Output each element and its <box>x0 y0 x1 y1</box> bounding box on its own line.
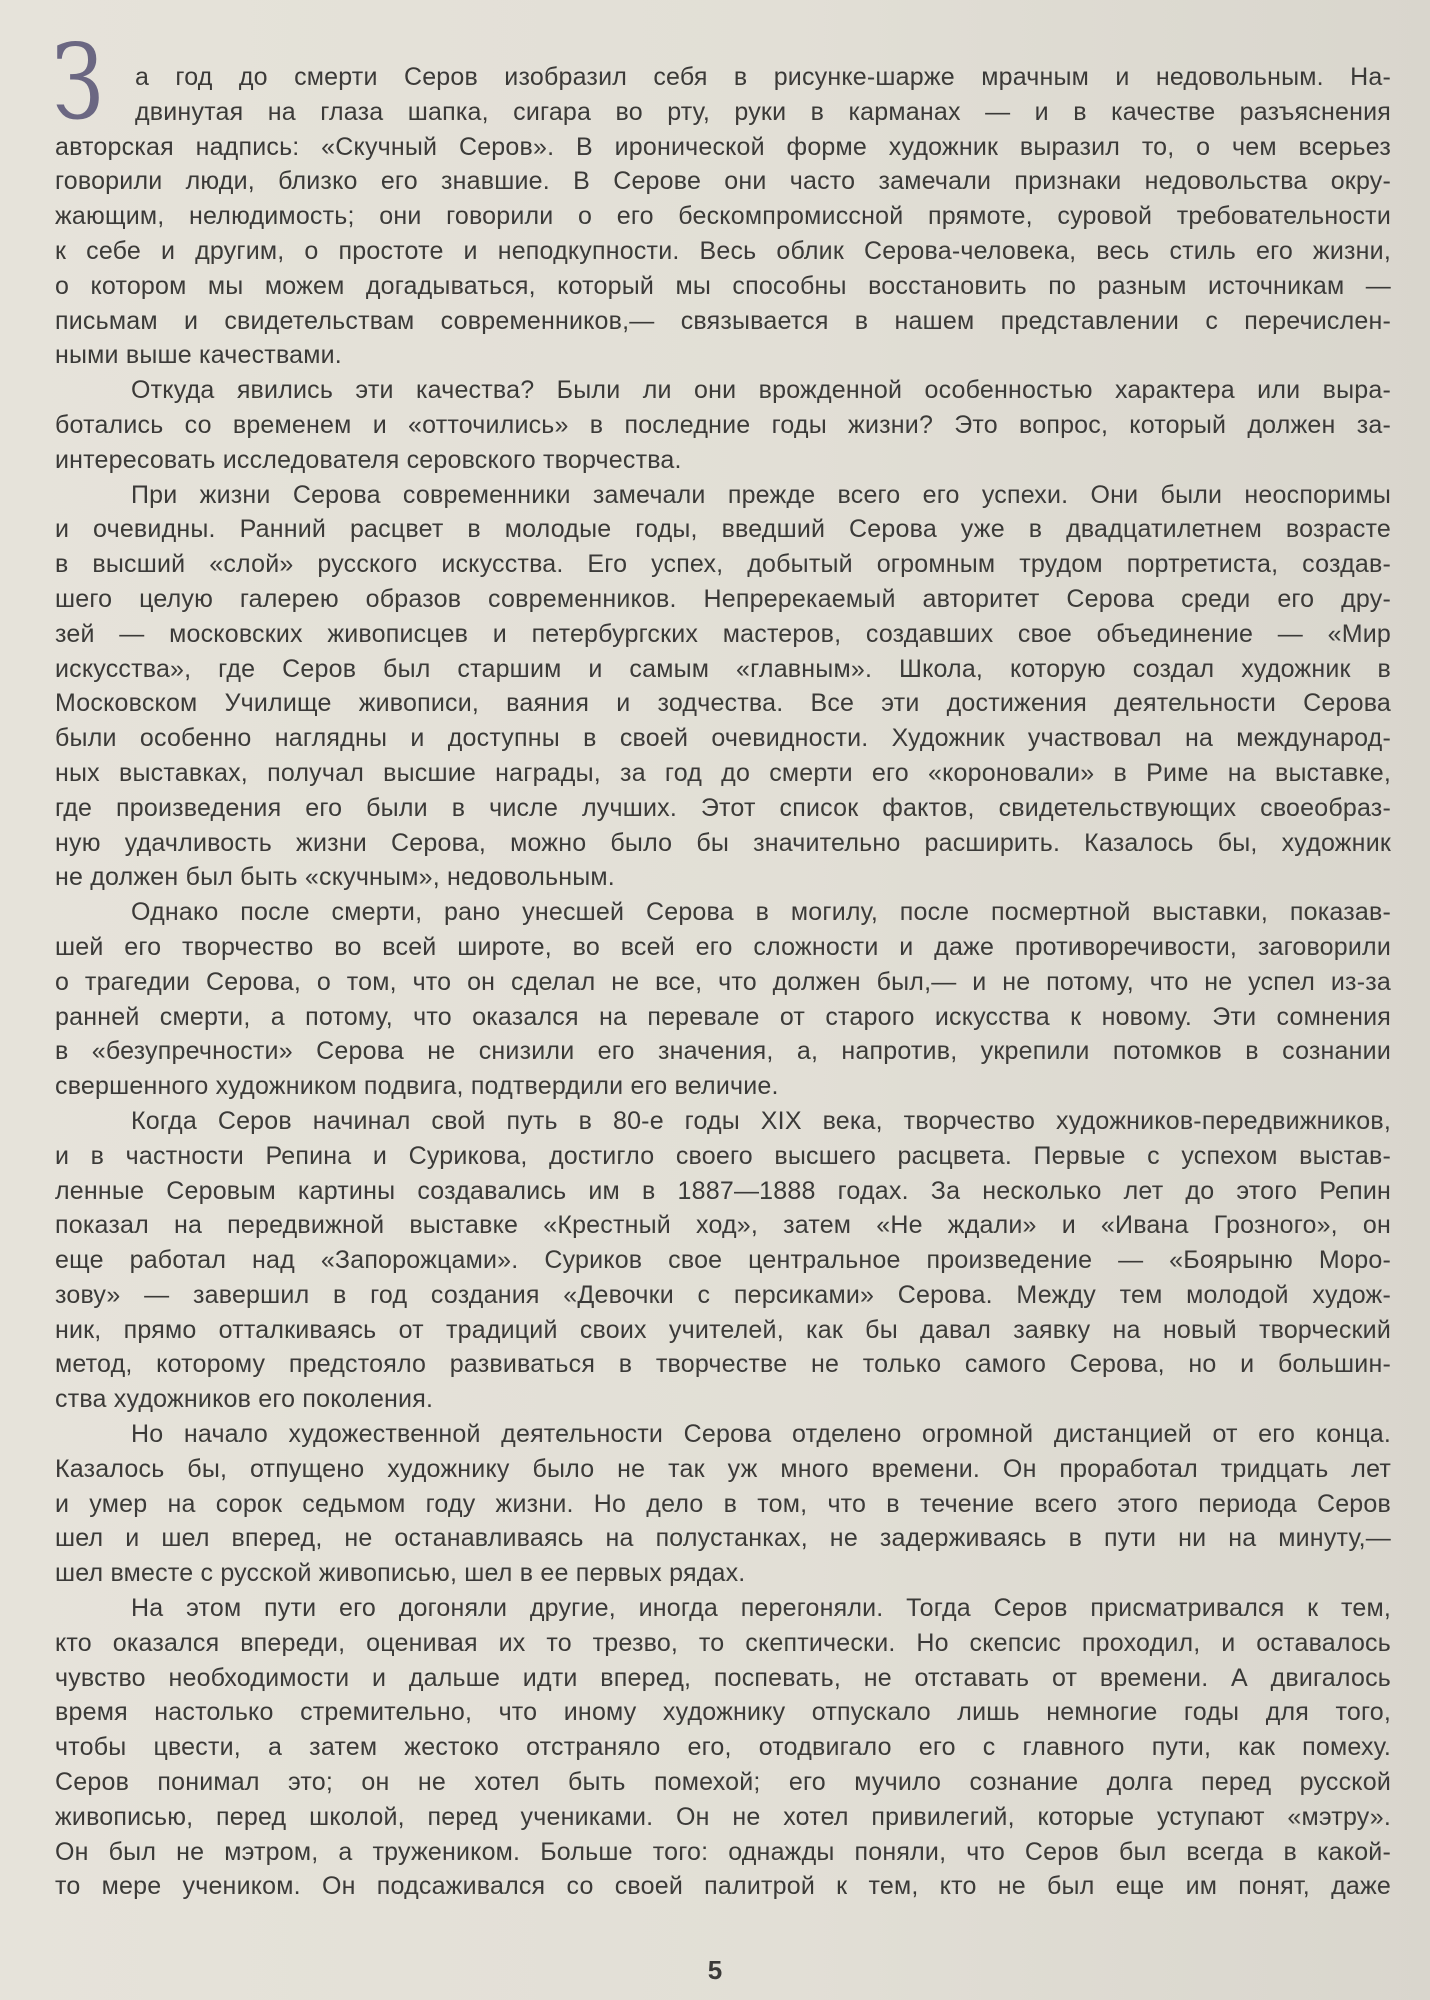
body-text <box>55 60 1391 1904</box>
text-line: ными выше качествами. <box>55 341 342 370</box>
paragraph <box>55 60 1391 373</box>
page-number: 5 <box>707 1955 723 1985</box>
text-line: Когда Серов начинал свой путь в 80-е годы XIX века, творчество художников-передвижников, <box>131 1106 1391 1135</box>
text-line: шей его творчество во всей широте, во всей его сложности и даже противоречивости, заговорили <box>55 932 1391 961</box>
text-line: к себе и другим, о простоте и неподкупности. Весь облик Серова-человека, весь стиль его жизни, <box>55 236 1391 265</box>
paragraph <box>55 478 1391 896</box>
text-line: Он был не мэтром, а тружеником. Больше того: однажды поняли, что Серов был всегда в какой- <box>55 1837 1391 1866</box>
paragraph <box>55 1417 1391 1591</box>
text-line: шего целую галерею образов современников. Непререкаемый авторитет Серова среди его дру- <box>55 584 1391 613</box>
text-line: и в частности Репина и Сурикова, достигло своего высшего расцвета. Первые с успехом выстав- <box>55 1141 1391 1170</box>
text-line: и очевидны. Ранний расцвет в молодые годы, введший Серова уже в двадцатилетнем возрасте <box>55 515 1391 544</box>
text-line: то мере учеником. Он подсаживался со своей палитрой к тем, кто не был еще им понят, даже <box>55 1872 1391 1901</box>
text-line: двинутая на глаза шапка, сигара во рту, руки в карманах — и в качестве разъяснения <box>135 97 1391 126</box>
text-line: ленные Серовым картины создавались им в 1887—1888 годах. За несколько лет до этого Репин <box>55 1176 1391 1205</box>
text-line: чувство необходимости и дальше идти вперед, поспевать, не отставать от времени. А двигалось <box>55 1663 1391 1692</box>
text-line: ник, прямо отталкиваясь от традиций своих учителей, как бы давал заявку на новый творческий <box>55 1315 1391 1344</box>
text-line: зей — московских живописцев и петербургских мастеров, создавших свое объединение — «Мир <box>55 619 1391 648</box>
drop-cap: З <box>52 21 104 143</box>
text-line: Откуда явились эти качества? Были ли они врожденной особенностью характера или выра- <box>131 376 1391 405</box>
text-line: ную удачливость жизни Серова, можно было бы значительно расширить. Казалось бы, художник <box>55 828 1391 857</box>
text-line: и умер на сорок седьмом году жизни. Но дело в том, что в течение всего этого периода Серов <box>55 1489 1391 1518</box>
text-line: На этом пути его догоняли другие, иногда перегоняли. Тогда Серов присматривался к тем, <box>131 1594 1391 1623</box>
text-line: авторская надпись: «Скучный Серов». В иронической форме художник выразил то, о чем всерьез <box>55 132 1391 161</box>
text-line: в «безупречности» Серова не снизили его значения, а, напротив, укрепили потомков в сознании <box>55 1037 1391 1066</box>
paragraph <box>55 895 1391 1104</box>
text-line: Московском Училище живописи, ваяния и зодчества. Все эти достижения деятельности Серова <box>55 689 1391 718</box>
text-line: в высший «слой» русского искусства. Его успех, добытый огромным трудом портретиста, создав- <box>55 550 1391 579</box>
text-line: При жизни Серова современники замечали прежде всего его успехи. Они были неоспоримы <box>131 480 1391 509</box>
text-line: были особенно наглядны и доступны в своей очевидности. Художник участвовал на международ- <box>55 724 1391 753</box>
paragraph <box>55 1591 1391 1904</box>
text-line: еще работал над «Запорожцами». Суриков свое центральное произведение — «Боярыню Моро- <box>55 1246 1391 1275</box>
text-line: зову» — завершил в год создания «Девочки с персиками» Серова. Между тем молодой худож- <box>55 1280 1391 1309</box>
paragraph <box>55 373 1391 477</box>
text-line: где произведения его были в числе лучших. Этот список фактов, свидетельствующих своеобраз- <box>55 793 1391 822</box>
text-line: искусства», где Серов был старшим и самым «главным». Школа, которую создал художник в <box>55 654 1391 683</box>
text-line: интересовать исследователя серовского творчества. <box>55 445 682 474</box>
text-line: время настолько стремительно, что иному художнику отпускало лишь немногие годы для того, <box>55 1698 1391 1727</box>
paragraph <box>55 1104 1391 1417</box>
text-line: шел вместе с русской живописью, шел в ее первых рядах. <box>55 1559 746 1588</box>
text-line: ранней смерти, а потому, что оказался на перевале от старого искусства к новому. Эти сомнения <box>55 1002 1391 1031</box>
text-line: ных выставках, получал высшие награды, за год до смерти его «короновали» в Риме на выставке, <box>55 758 1391 787</box>
text-line: письмам и свидетельствам современников,— связывается в нашем представлении с перечислен- <box>55 306 1391 335</box>
text-line: показал на передвижной выставке «Крестный ход», затем «Не ждали» и «Ивана Грозного», он <box>55 1211 1391 1240</box>
text-line: живописью, перед школой, перед учениками. Он не хотел привилегий, которые уступают «мэтру». <box>55 1802 1391 1831</box>
text-line: ства художников его поколения. <box>55 1385 434 1414</box>
text-line: шел и шел вперед, не останавливаясь на полустанках, не задерживаясь в пути ни на минуту,— <box>55 1524 1391 1553</box>
text-line: ботались со временем и «отточились» в последние годы жизни? Это вопрос, который должен за- <box>55 410 1391 439</box>
text-line: жающим, нелюдимость; они говорили о его бескомпромиссной прямоте, суровой требовательности <box>55 202 1391 231</box>
text-line: кто оказался впереди, оценивая их то трезво, то скептически. Но скепсис проходил, и оставалось <box>55 1628 1391 1657</box>
text-line: о трагедии Серова, о том, что он сделал не все, что должен был,— и не потому, что не успел из-за <box>55 967 1391 996</box>
text-line: Серов понимал это; он не хотел быть помехой; его мучило сознание долга перед русской <box>55 1768 1391 1797</box>
text-line: говорили люди, близко его знавшие. В Серове они часто замечали признаки недовольства окру- <box>55 167 1391 196</box>
text-line: метод, которому предстояло развиваться в творчестве не только самого Серова, но и большин- <box>55 1350 1391 1379</box>
text-line: Однако после смерти, рано унесшей Серова в могилу, после посмертной выставки, показав- <box>131 898 1391 927</box>
text-line: Но начало художественной деятельности Серова отделено огромной дистанцией от его конца. <box>131 1420 1391 1449</box>
text-line: о котором мы можем догадываться, который мы способны восстановить по разным источникам — <box>55 271 1391 300</box>
text-line: чтобы цвести, а затем жестоко отстраняло его, отодвигало его с главного пути, как помеху. <box>55 1733 1391 1762</box>
text-line: свершенного художником подвига, подтвердили его величие. <box>55 1072 779 1101</box>
text-line: а год до смерти Серов изобразил себя в рисунке-шарже мрачным и недовольным. На- <box>135 63 1391 91</box>
text-line: Казалось бы, отпущено художнику было не так уж много времени. Он проработал тридцать лет <box>55 1454 1391 1483</box>
text-line: не должен был быть «скучным», недовольным. <box>55 863 615 892</box>
